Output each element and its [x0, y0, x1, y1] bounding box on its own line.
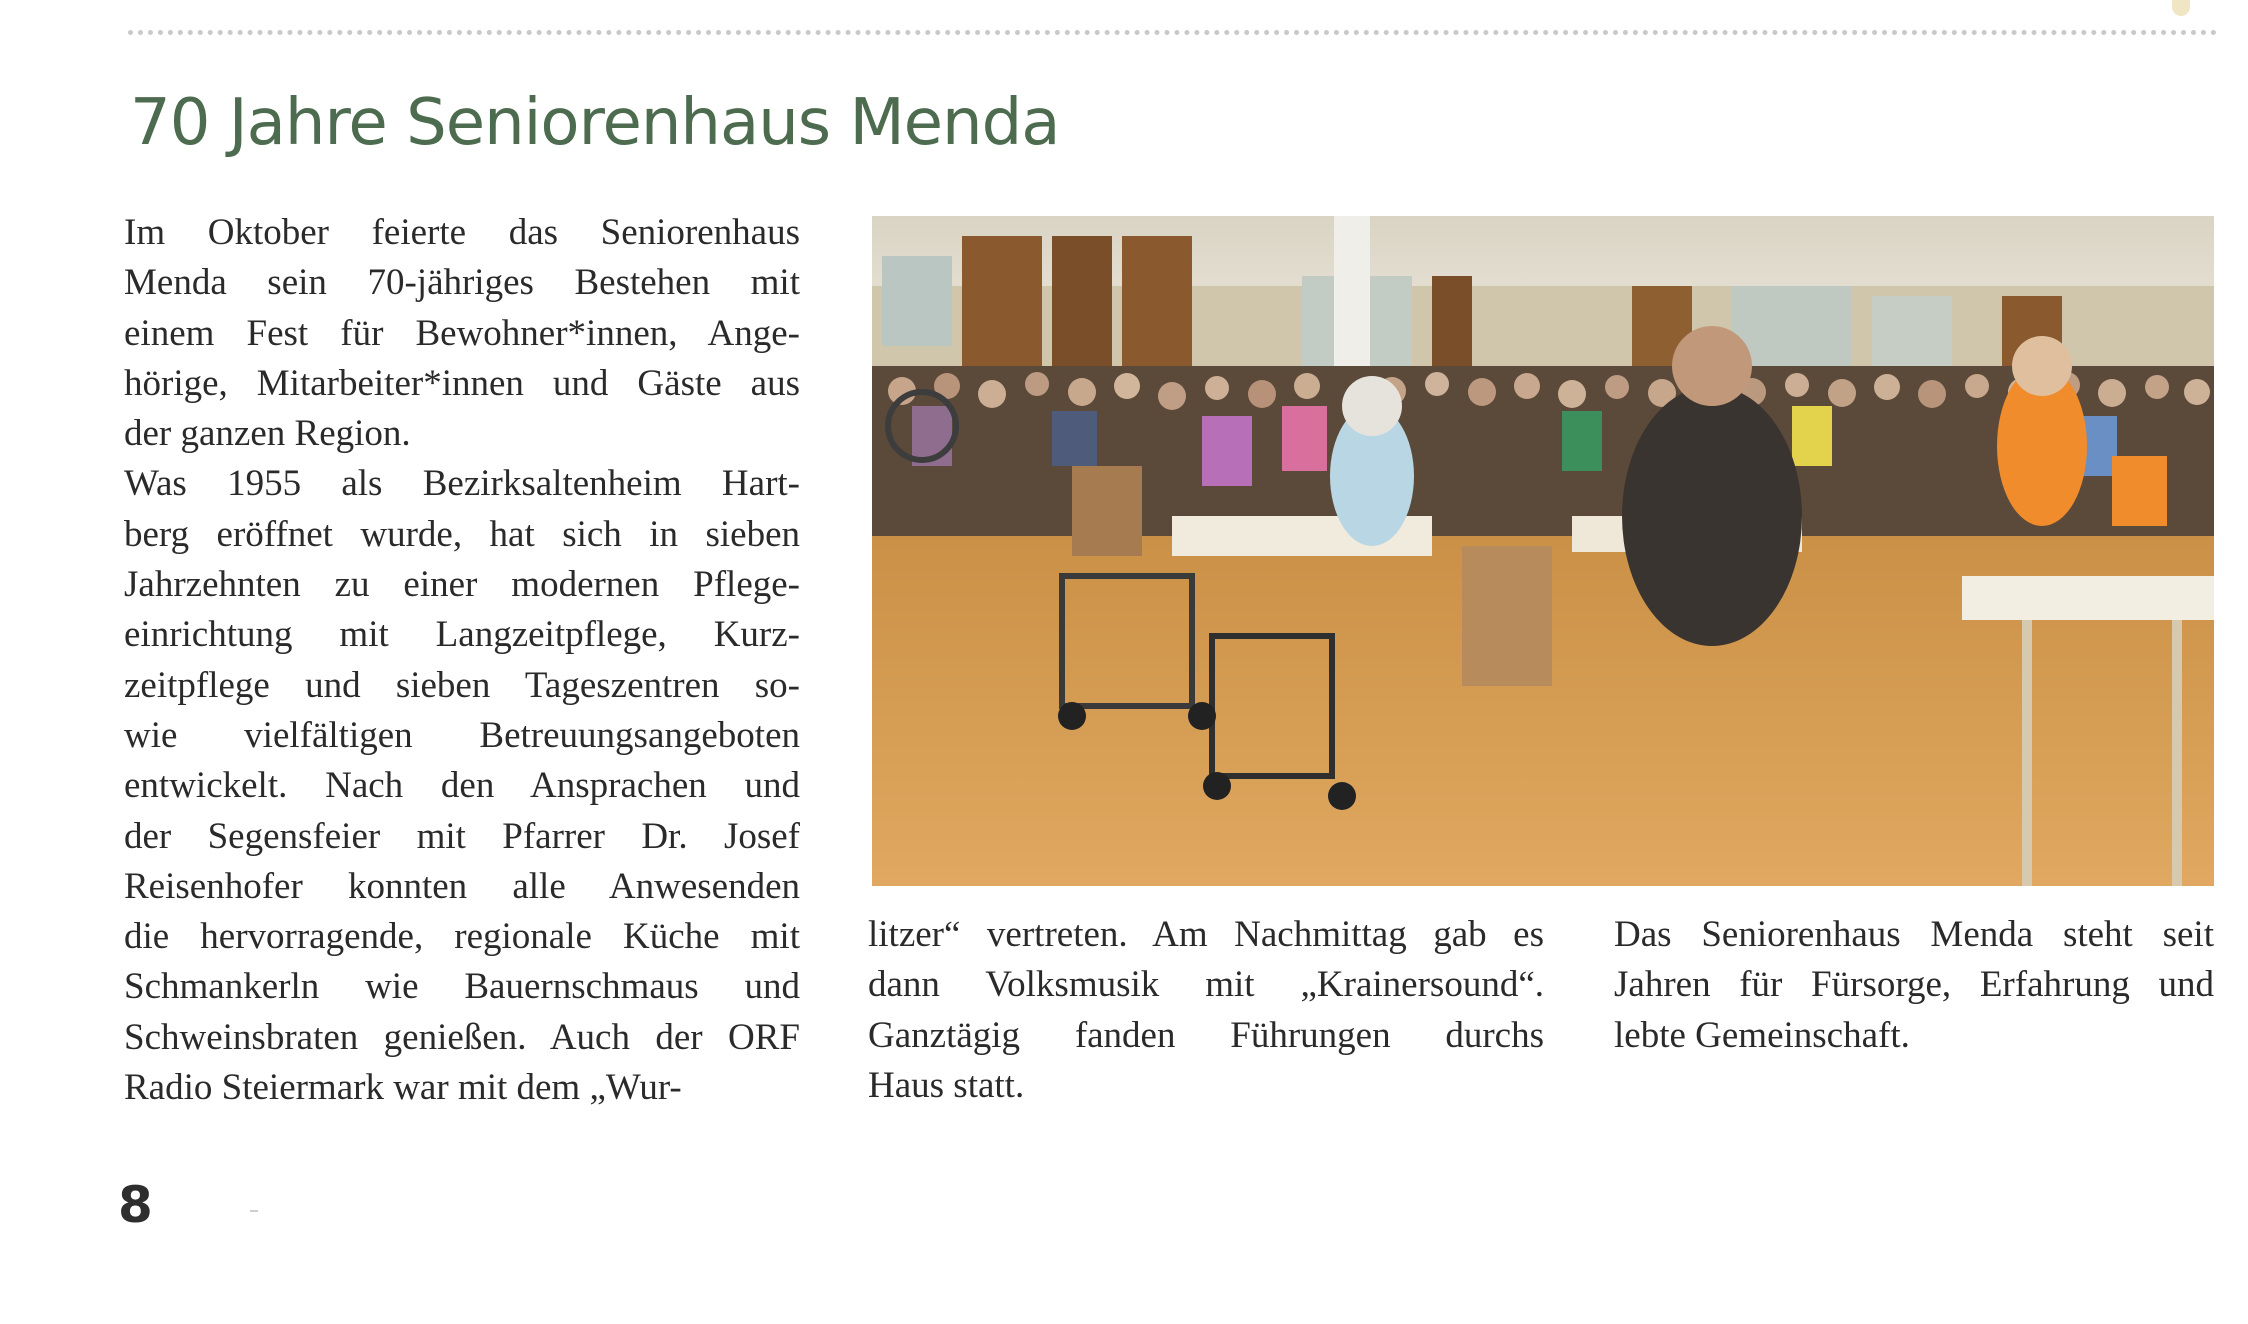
- text-line: Das Seniorenhaus Menda steht seit: [1614, 914, 2214, 955]
- text-line: Radio Steiermark war mit dem „Wur-: [124, 1067, 682, 1109]
- text-line: wie vielfältigen Betreuungsangeboten: [124, 714, 800, 756]
- event-photo: [872, 216, 2214, 886]
- text-line: der ganzen Region.: [124, 413, 411, 455]
- text-line: berg eröffnet wurde, hat sich in sieben: [124, 513, 800, 555]
- text-line: hörige, Mitarbeiter*innen und Gäste aus: [124, 362, 800, 404]
- text-line: Ganztägig fanden Führungen durchs: [868, 1014, 1544, 1056]
- text-line: einem Fest für Bewohner*innen, Ange-: [124, 312, 800, 354]
- dotted-header-rule: [128, 30, 2218, 35]
- text-line: Haus statt.: [868, 1064, 1025, 1106]
- text-line: lebte Gemeinschaft.: [1614, 1014, 1910, 1056]
- text-line: einrichtung mit Langzeitpflege, Kurz-: [124, 614, 800, 656]
- corner-tab-mark: [2172, 0, 2190, 16]
- article-title: 70 Jahre Seniorenhaus Menda: [130, 86, 1060, 160]
- article-column-3: [1614, 910, 2214, 1061]
- text-line: Schweinsbraten genießen. Auch der ORF: [124, 1016, 800, 1058]
- text-line: zeitpflege und sieben Tageszentren so-: [124, 664, 800, 706]
- text-line: Jahrzehnten zu einer modernen Pflege-: [124, 564, 800, 606]
- text-line: dann Volksmusik mit „Krainersound“.: [868, 964, 1544, 1006]
- text-line: Menda sein 70-jähriges Bestehen mit: [124, 262, 800, 304]
- text-line: der Segensfeier mit Pfarrer Dr. Josef: [124, 815, 800, 857]
- text-line: Jahren für Fürsorge, Erfahrung und: [1614, 964, 2214, 1006]
- text-line: entwickelt. Nach den Ansprachen und: [124, 765, 800, 807]
- text-line: die hervorragende, regionale Küche mit: [124, 916, 800, 958]
- text-line: Was 1955 als Bezirksaltenheim Hart-: [124, 463, 800, 505]
- page-number: 8: [118, 1176, 153, 1234]
- article-column-1: [124, 208, 800, 1113]
- scan-mark: [250, 1210, 258, 1212]
- text-line: Im Oktober feierte das Seniorenhaus: [124, 212, 800, 253]
- article-column-2: [868, 910, 1544, 1111]
- text-line: Schmankerln wie Bauernschmaus und: [124, 966, 800, 1008]
- text-line: Reisenhofer konnten alle Anwesenden: [124, 865, 800, 907]
- text-line: litzer“ vertreten. Am Nachmittag gab es: [868, 914, 1544, 955]
